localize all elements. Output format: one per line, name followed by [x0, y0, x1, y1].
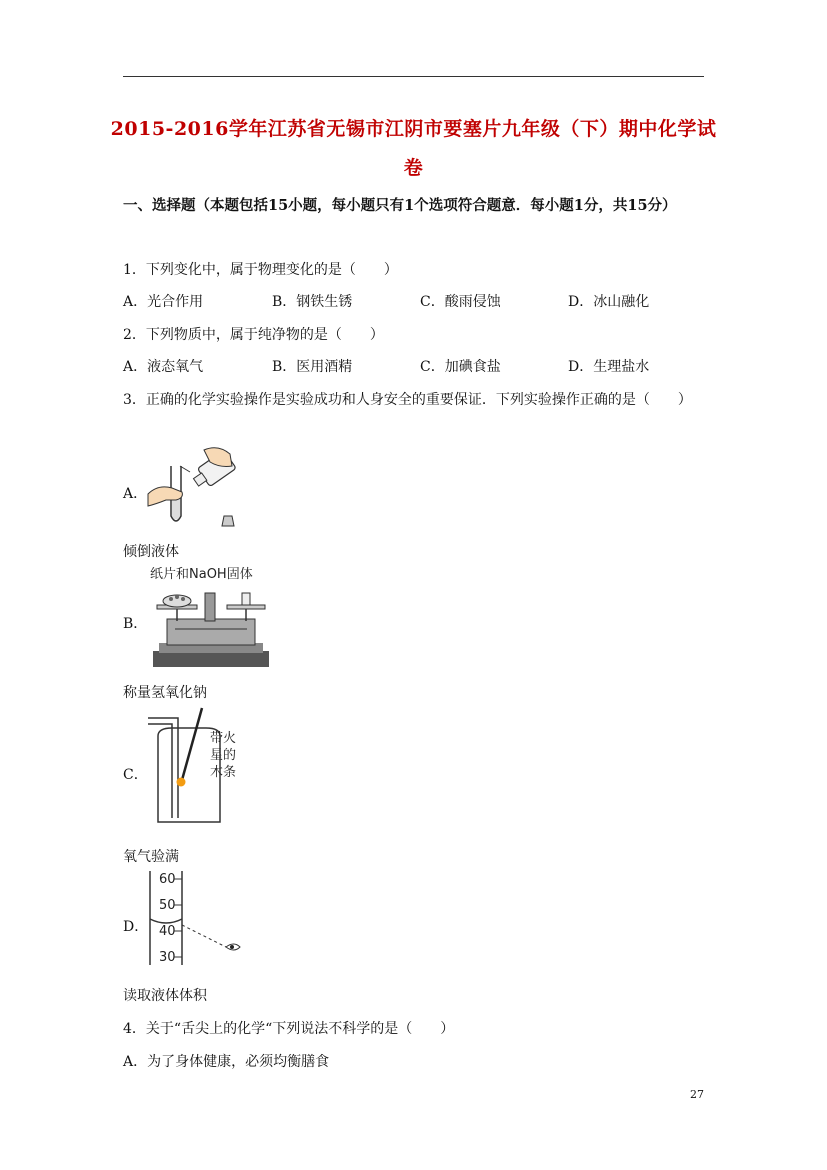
question-1-option-c: C．酸雨侵蚀 [420, 294, 501, 310]
oxygen-test-figure [146, 706, 240, 828]
paper-title-line2: 卷 [403, 157, 424, 179]
question-3-option-a-caption: 倾倒液体 [123, 544, 179, 560]
question-1-option-d: D．冰山融化 [568, 294, 650, 310]
question-2-stem: 2．下列物质中，属于纯净物的是（ ） [123, 327, 384, 343]
question-2-option-b: B．医用酒精 [272, 359, 353, 375]
tick-50: 50 [159, 898, 176, 913]
section-heading: 一、选择题（本题包括15小题，每小题只有1个选项符合题意．每小题1分，共15分） [123, 197, 677, 214]
question-4-option-a: A．为了身体健康，必须均衡膳食 [123, 1054, 330, 1070]
question-1-stem: 1．下列变化中，属于物理变化的是（ ） [123, 262, 398, 278]
question-4-stem: 4．关于“舌尖上的化学“下列说法不科学的是（ ） [123, 1021, 455, 1037]
question-1-option-b: B．钢铁生锈 [272, 294, 353, 310]
question-2-option-a: A．液态氧气 [123, 359, 204, 375]
question-3-option-c-letter: C． [123, 767, 148, 783]
balance-figure [147, 563, 271, 671]
balance-label: 纸片和NaOH固体 [150, 567, 253, 582]
question-3-option-b-caption: 称量氢氧化钠 [123, 685, 207, 701]
splint-label-3: 木条 [210, 765, 237, 780]
paper-title-line1: 2015-2016学年江苏省无锡市江阴市要塞片九年级（下）期中化学试 [110, 118, 717, 140]
page-number: 27 [690, 1088, 704, 1101]
question-3-option-c-caption: 氧气验满 [123, 849, 179, 865]
tick-60: 60 [159, 872, 176, 887]
tick-40: 40 [159, 924, 176, 939]
measuring-cylinder-figure [146, 869, 242, 967]
question-1-option-a: A．光合作用 [123, 294, 204, 310]
question-2-option-d: D．生理盐水 [568, 359, 650, 375]
question-2-option-c: C．加碘食盐 [420, 359, 501, 375]
question-3-option-d-caption: 读取液体体积 [123, 988, 207, 1004]
question-3-option-d-letter: D． [123, 919, 149, 935]
header-rule [123, 76, 704, 77]
question-3-option-a-letter: A． [123, 486, 148, 502]
question-3-stem: 3．正确的化学实验操作是实验成功和人身安全的重要保证．下列实验操作正确的是（ ） [123, 392, 692, 408]
pouring-liquid-figure [146, 444, 240, 530]
splint-label-1: 带火 [210, 731, 237, 746]
tick-30: 30 [159, 950, 176, 965]
splint-label-2: 星的 [210, 748, 237, 763]
question-3-option-b-letter: B． [123, 616, 148, 632]
